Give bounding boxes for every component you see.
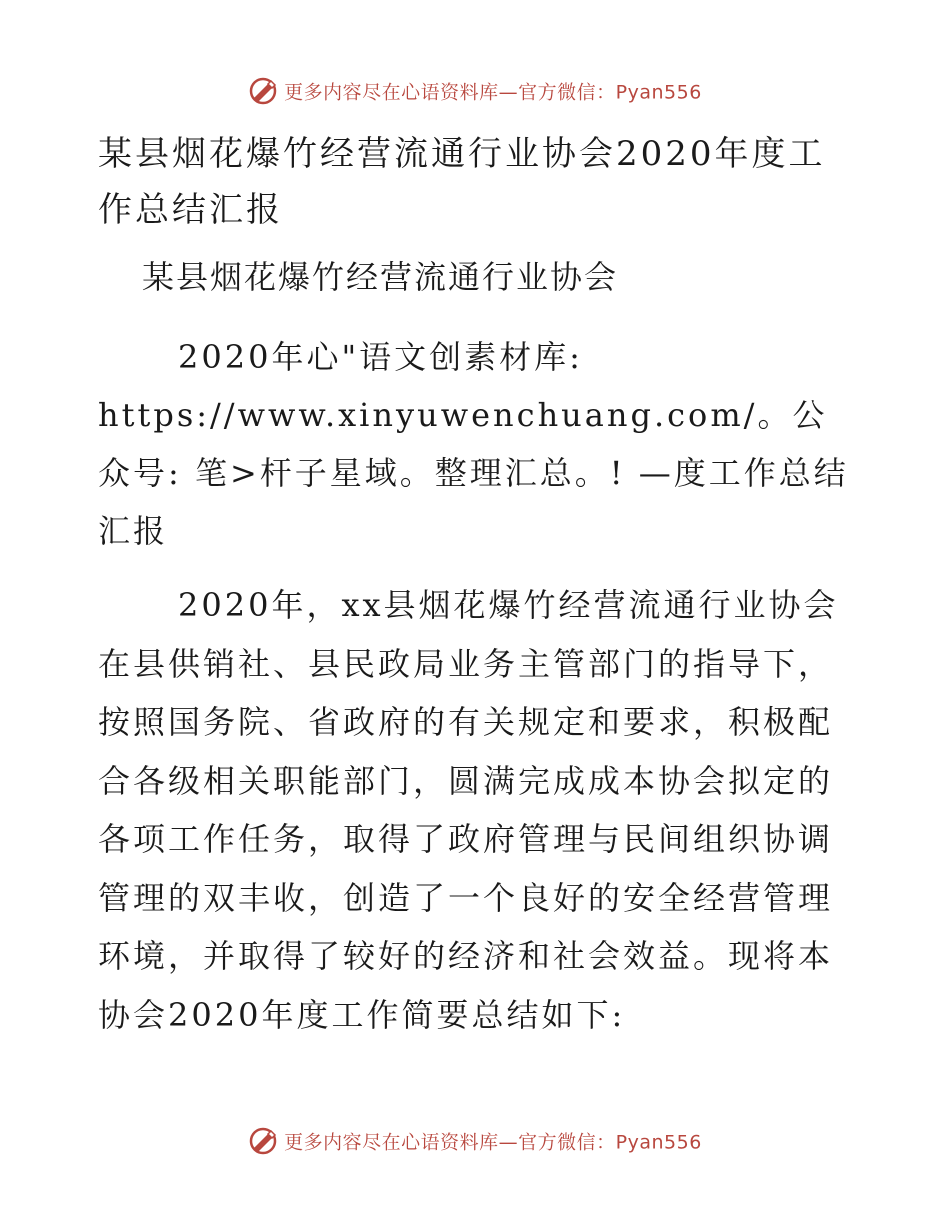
paragraph-summary: 2020年，xx县烟花爆竹经营流通行业协会在县供销社、县民政局业务主管部门的指导下，按照国务院、省政府的有关规定和要求，积极配合各级相关职能部门，圆满完成成本协会拟定的各项工作任务，取得了政府管理与民间组织协调管理的双丰收，创造了一个良好的安全经营管理环境，并取得了较好的经济和社会效益。现将本协会2020年度工作简要总结如下: — [98, 586, 839, 1034]
document-subtitle: 某县烟花爆竹经营流通行业协会 — [142, 258, 619, 296]
document-title: 某县烟花爆竹经营流通行业协会2020年度工作总结汇报 — [98, 134, 826, 230]
paragraph-source-note: 2020年心"语文创素材库: https://www.xinyuwenchuang.com/。公众号: 笔>杆子星域。整理汇总。! —度工作总结汇报 — [98, 338, 849, 550]
header-watermark-banner — [0, 76, 950, 106]
banner-text: 更多内容尽在心语资料库—官方微信：Pyan556 — [284, 1131, 702, 1154]
pen-logo-icon — [248, 76, 278, 106]
banner-text: 更多内容尽在心语资料库—官方微信：Pyan556 — [284, 81, 702, 104]
footer-watermark-banner — [0, 1126, 950, 1156]
pen-logo-icon — [248, 1126, 278, 1156]
